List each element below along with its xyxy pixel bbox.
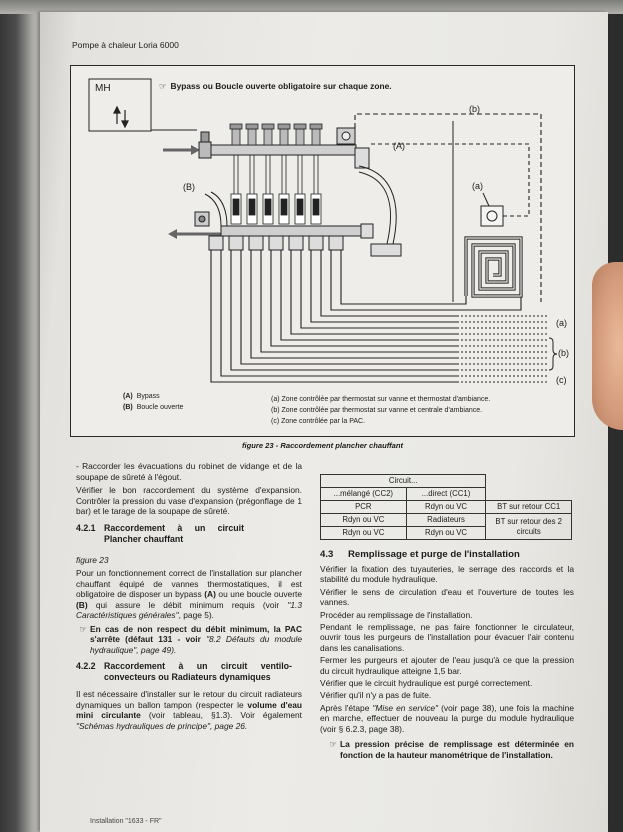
plumbing-diagram xyxy=(71,66,576,438)
pointing-hand-icon: ☞ xyxy=(79,623,87,634)
circuit-table xyxy=(320,474,572,540)
text: ou une boucle ouverte xyxy=(215,589,302,599)
legend-right xyxy=(271,394,490,427)
section-title: Raccordement à un circuit ventilo-convecteurs ou Radiateurs dynamiques xyxy=(104,661,292,682)
remote-zone-pipes xyxy=(457,316,547,382)
section-number: 4.2.1 xyxy=(76,522,96,533)
section-number: 4.3 xyxy=(320,549,334,560)
table-cell: Rdyn ou VC xyxy=(406,501,486,514)
legend-item xyxy=(271,405,490,416)
table-note: BT sur retour des 2 circuits xyxy=(486,514,572,540)
paragraph: Pendant le remplissage, ne pas faire fonctionner le circulateur, ouvrir tous les purgeurs de l'installation pour évacuer l'air contenu dans les canalisations. xyxy=(320,622,574,653)
legend-key: (b) xyxy=(271,407,280,414)
paragraph: Vérifier qu'il n'y a pas de fuite. xyxy=(320,690,432,701)
zone-label-a: (a) xyxy=(556,318,567,328)
thumb xyxy=(592,262,623,430)
section-heading-4-3 xyxy=(320,549,574,561)
flow-meters xyxy=(231,155,321,224)
legend-key: (B) xyxy=(123,404,133,411)
text: (voir page 38), une fois la machine en marche, effectuer de nouveau la purge du module hydraulique (voir § 6.2.3, page 38). xyxy=(320,702,574,734)
paragraph: Fermer les purgeurs et ajouter de l'eau jusqu'à ce que la pression du circuit hydraulique atteigne 1,5 bar. xyxy=(320,655,574,676)
manual-page xyxy=(40,12,608,832)
section-title: Remplissage et purge de l'installation xyxy=(348,549,520,560)
text: qui assure le débit minimum requis (voir xyxy=(87,599,288,610)
supply-arrow-icon xyxy=(163,145,200,155)
legend-text: Zone contrôlée par la PAC. xyxy=(281,418,366,425)
up-down-arrows-icon xyxy=(114,107,128,127)
paragraph: Procéder au remplissage de l'installation. xyxy=(320,609,473,620)
pointing-hand-icon: ☞ xyxy=(329,739,337,750)
zone-b-brace xyxy=(549,338,557,370)
table-note: BT sur retour CC1 xyxy=(486,501,572,514)
zone-label-b: (b) xyxy=(558,348,569,358)
legend-text: Zone contrôlée par thermostat sur vanne et thermostat d'ambiance. xyxy=(281,396,491,403)
section-number: 4.2.2 xyxy=(76,661,96,671)
left-column xyxy=(76,461,302,731)
text: (voir tableau, §1.3). Voir également xyxy=(140,710,302,720)
heating-loop xyxy=(466,238,521,296)
drain-instruction: - Raccorder les évacuations du robinet de vidange et de la soupape de sûreté à l'égout. xyxy=(76,461,302,482)
open-loop-pipe xyxy=(195,192,227,226)
figure-caption: figure 23 - Raccordement plancher chauffant xyxy=(241,441,404,450)
legend-item xyxy=(271,394,490,405)
text: Il est nécessaire d'installer sur le retour du circuit radiateurs dynamiques un ballon tampon (respecter le xyxy=(76,689,302,710)
return-manifold xyxy=(209,224,373,250)
text: Après l'étape xyxy=(320,702,373,713)
underfloor-paragraph xyxy=(76,568,302,621)
room-thermostat-icon xyxy=(481,193,503,226)
section-heading-4-2-2 xyxy=(76,661,302,683)
legend-text: Bypass xyxy=(136,393,160,400)
paragraph: Vérifier que le circuit hydraulique est purgé correctement. xyxy=(320,678,533,689)
expansion-check: Vérifier le bon raccordement du système d'expansion. Contrôler la pression du vase d'expansion (prégonflage de 1 bar) et le tarage de la soupape de sûreté. xyxy=(76,485,302,516)
table-cell: Rdyn ou VC xyxy=(321,527,407,540)
table-cell-empty xyxy=(486,475,572,488)
legend-key: (a) xyxy=(271,396,280,403)
start-up-paragraph xyxy=(320,703,574,734)
table-cell: Radiateurs xyxy=(406,514,486,527)
warning-text xyxy=(90,624,302,656)
table-row xyxy=(321,514,572,527)
legend-key: (c) xyxy=(271,418,280,425)
legend-text: Zone contrôlée par thermostat sur vanne et centrale d'ambiance. xyxy=(281,407,483,414)
right-column xyxy=(320,474,574,760)
table-row xyxy=(321,488,572,501)
legend-left xyxy=(123,391,183,413)
page-header: Pompe à chaleur Loria 6000 xyxy=(72,40,179,50)
mh-label: MH xyxy=(95,83,111,94)
table-row xyxy=(321,501,572,514)
table-header: Circuit... xyxy=(321,475,486,488)
column-header-mixed: ...mélangé (CC2) xyxy=(321,488,407,501)
figure-reference: figure 23 xyxy=(76,554,109,565)
legend-item xyxy=(123,402,183,413)
table-cell-empty xyxy=(486,488,572,501)
text: Pour un fonctionnement correct de l'installation sur plancher chauffant équipé de vannes thermostatiques, il est obligatoire de disposer un bypass xyxy=(76,568,302,599)
supply-manifold xyxy=(199,132,356,158)
legend-item xyxy=(123,391,183,402)
label-open-loop: (B) xyxy=(183,182,195,192)
emphasis: volume d'eau mini circulante xyxy=(76,699,303,720)
cross-reference: "Mise en service" xyxy=(372,702,439,713)
legend-key: (A) xyxy=(123,393,133,400)
cross-reference: "Schémas hydrauliques de principe", page 26. xyxy=(76,720,248,731)
label-b-wiring: (b) xyxy=(469,104,480,114)
ref-open-loop: (B) xyxy=(76,599,88,610)
table-row xyxy=(321,475,572,488)
section-heading-4-2-1 xyxy=(76,523,302,545)
table-cell: Rdyn ou VC xyxy=(321,514,407,527)
column-header-direct: ...direct (CC1) xyxy=(406,488,486,501)
figure-frame xyxy=(70,65,575,437)
pressure-note xyxy=(320,739,574,760)
buffer-tank-paragraph xyxy=(76,689,302,731)
warning-note xyxy=(76,624,302,656)
legend-item xyxy=(271,416,490,427)
cross-reference: "8.2 Défauts du module hydraulique", page 49). xyxy=(90,634,302,655)
figure-note-text: Bypass ou Boucle ouverte obligatoire sur chaque zone. xyxy=(170,81,392,91)
pointing-hand-icon: ☞ xyxy=(159,81,167,91)
legend-text: Boucle ouverte xyxy=(136,404,184,411)
section-title: Raccordement à un circuit Plancher chauffant xyxy=(104,522,244,544)
manifold-valves xyxy=(230,124,322,145)
bypass-pipe xyxy=(359,166,401,256)
cross-reference: "1.3 Caractéristiques générales" xyxy=(76,599,302,620)
warning-bold: En cas de non respect du débit minimum, la PAC s'arrête (défaut 131 - voir xyxy=(90,623,302,644)
zone-label-c: (c) xyxy=(556,375,567,385)
ref-bypass: (A) xyxy=(204,589,216,599)
paragraph: Vérifier la fixation des tuyauteries, le serrage des raccords et la stabilité du module hydraulique. xyxy=(320,564,574,585)
table-cell: Rdyn ou VC xyxy=(406,527,486,540)
label-bypass: (A) xyxy=(393,141,405,151)
pressure-note-text: La pression précise de remplissage est déterminée en fonction de la hauteur manométrique de l'installation. xyxy=(340,739,574,760)
page-footer: Installation "1633 - FR" xyxy=(90,818,162,825)
paragraph: Vérifier le sens de circulation d'eau et l'ouverture de toutes les vannes. xyxy=(320,586,574,608)
label-a-thermostat: (a) xyxy=(472,181,483,191)
table-cell: PCR xyxy=(321,501,407,514)
figure-note xyxy=(159,81,392,91)
text: , page 5). xyxy=(178,610,214,620)
